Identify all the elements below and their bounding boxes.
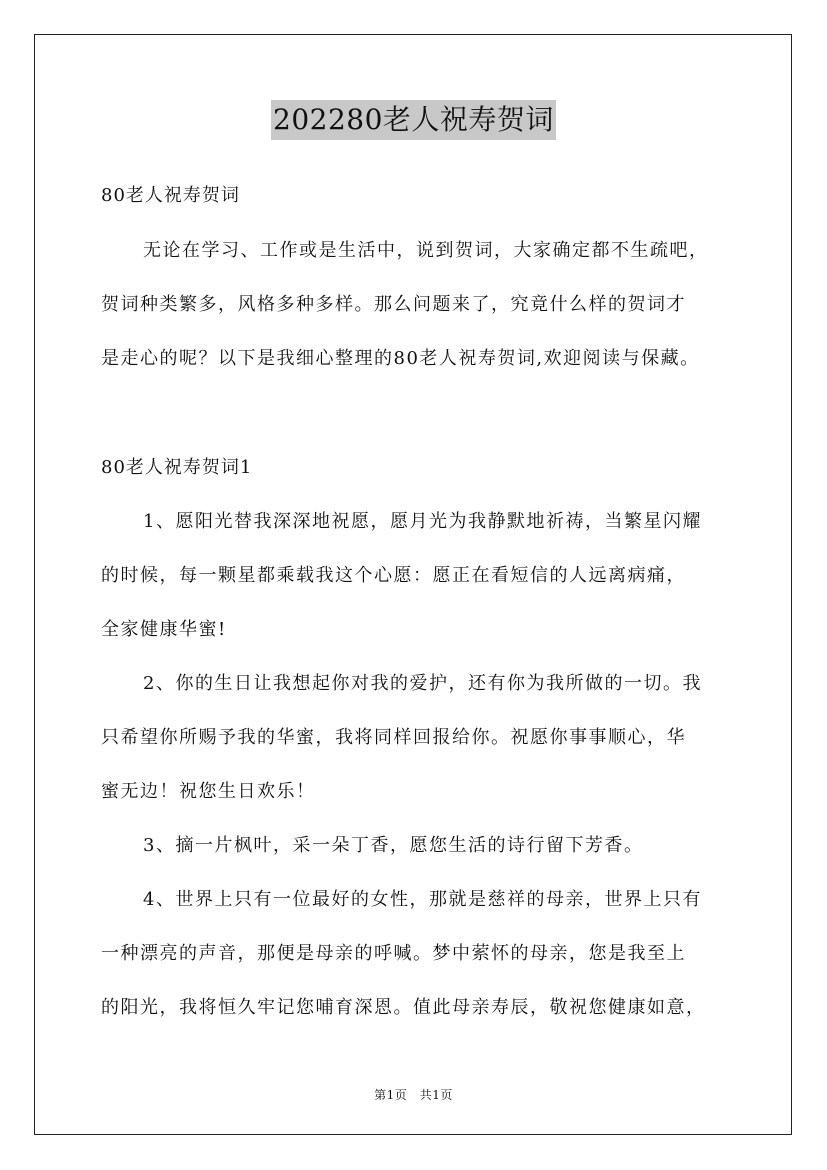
page-footer <box>0 1086 827 1103</box>
item2-line-3: 蜜无边！祝您生日欢乐！ <box>101 781 316 802</box>
item1-line-3: 全家健康华蜜! <box>101 619 227 640</box>
intro-line-3: 是走心的呢？以下是我细心整理的80老人祝寿贺词,欢迎阅读与保藏。 <box>101 348 700 369</box>
title-container <box>0 100 827 140</box>
item4-line-3: 的阳光，我将恒久牢记您哺育深恩。值此母亲寿辰，敬祝您健康如意， <box>101 997 706 1018</box>
item1-line-2: 的时候，每一颗星都乘载我这个心愿：愿正在看短信的人远离病痛， <box>101 565 686 586</box>
item3-line-1: 3、摘一片枫叶，采一朵丁香，愿您生活的诗行留下芳香。 <box>143 835 644 856</box>
item2-line-2: 只希望你所赐予我的华蜜，我将同样回报给你。祝愿你事事顺心，华 <box>101 727 686 748</box>
item4-line-2: 一种漂亮的声音，那便是母亲的呼喊。梦中萦怀的母亲，您是我至上 <box>101 943 686 964</box>
page-number-label: 第1页 共1页 <box>374 1088 453 1102</box>
document-title: 202280老人祝寿贺词 <box>271 100 556 140</box>
item4-line-1: 4、世界上只有一位最好的女性，那就是慈祥的母亲，世界上只有 <box>143 889 702 910</box>
intro-line-2: 贺词种类繁多，风格多种多样。那么问题来了，究竟什么样的贺词才 <box>101 294 686 315</box>
document-subtitle: 80老人祝寿贺词 <box>101 185 240 206</box>
section-heading: 80老人祝寿贺词1 <box>101 457 253 478</box>
intro-line-1: 无论在学习、工作或是生活中，说到贺词，大家确定都不生疏吧， <box>143 240 709 261</box>
item1-line-1: 1、愿阳光替我深深地祝愿，愿月光为我静默地祈祷，当繁星闪耀 <box>143 511 702 532</box>
item2-line-1: 2、你的生日让我想起你对我的爱护，还有你为我所做的一切。我 <box>143 673 702 694</box>
